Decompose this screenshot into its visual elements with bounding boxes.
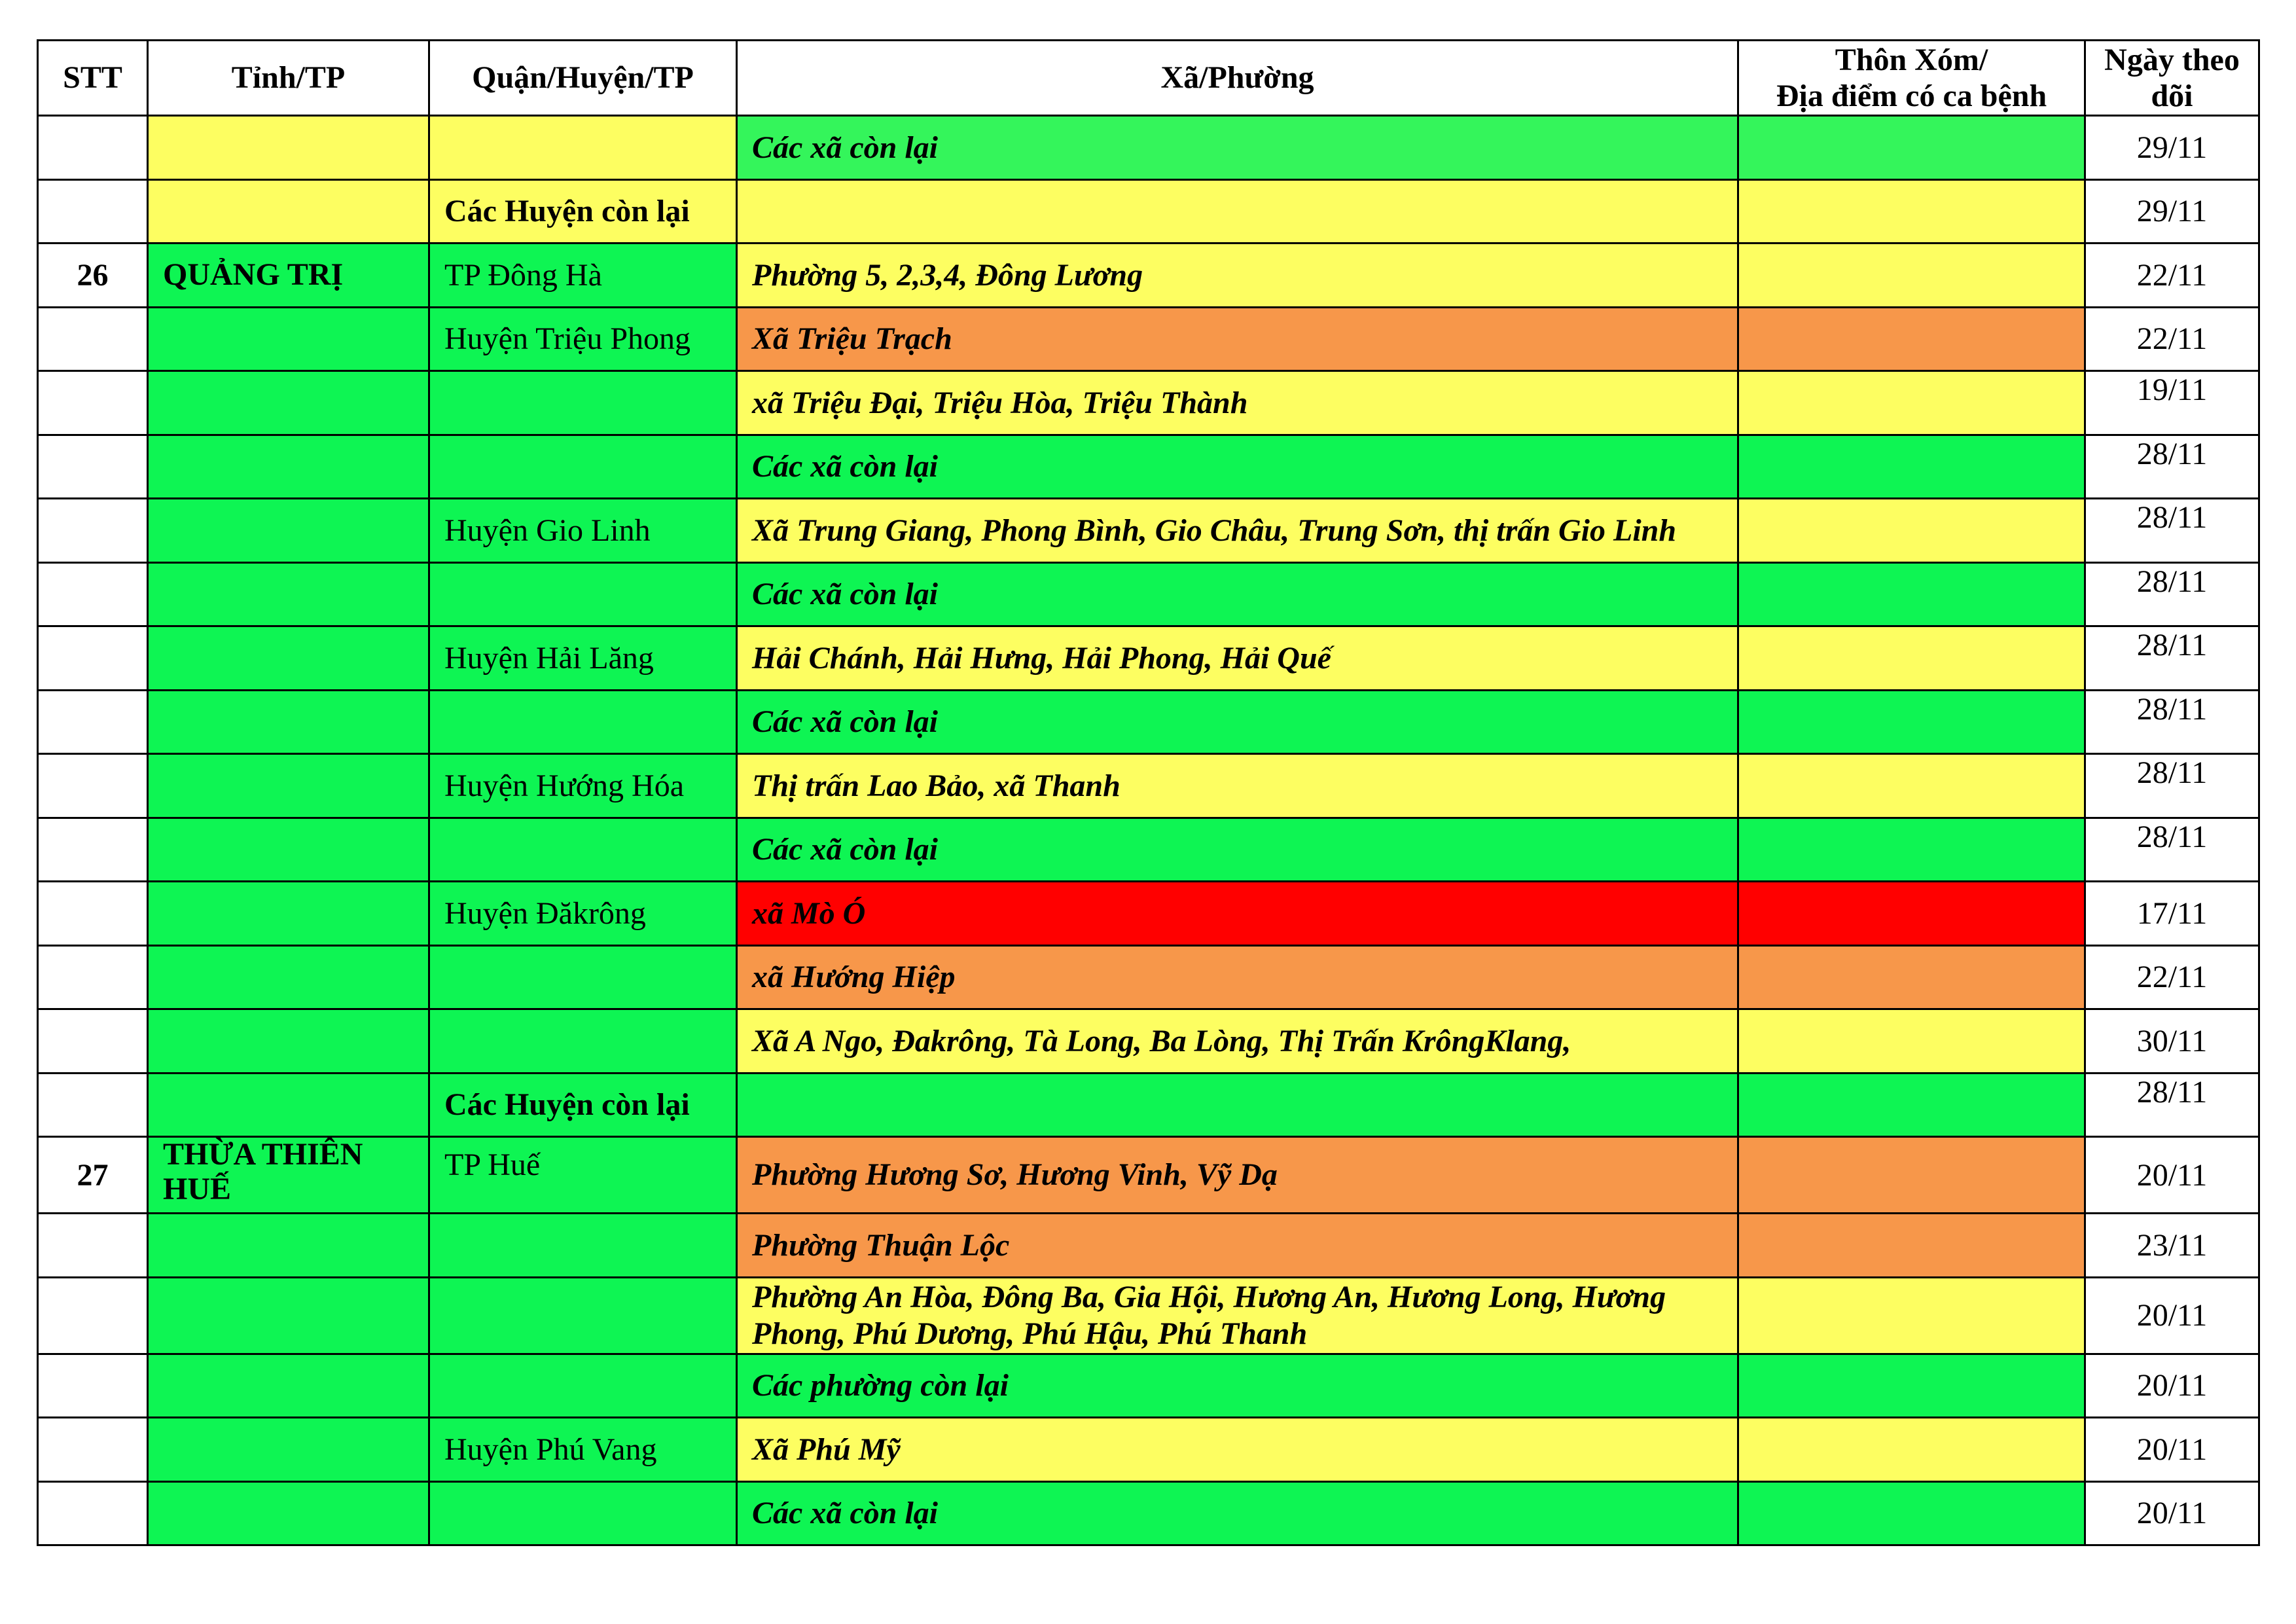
hamlet-cell <box>1738 371 2085 435</box>
district-cell <box>429 1009 737 1074</box>
hamlet-cell <box>1738 882 2085 946</box>
epidemic-zone-table <box>37 39 2260 1546</box>
commune-cell: Phường An Hòa, Đông Ba, Gia Hội, Hương An, Hương Long, Hương Phong, Phú Dương, Phú Hậu, Phú Thanh <box>737 1277 1738 1354</box>
hamlet-cell <box>1738 626 2085 691</box>
province-cell <box>148 1009 429 1074</box>
table-row <box>38 1214 2259 1278</box>
stt-cell <box>38 435 148 499</box>
table-row <box>38 818 2259 882</box>
province-cell: QUẢNG TRỊ <box>148 244 429 308</box>
table-row <box>38 1354 2259 1418</box>
date-cell: 22/11 <box>2085 307 2259 371</box>
commune-cell: Các xã còn lại <box>737 818 1738 882</box>
header-hamlet-line2: Địa điểm có ca bệnh <box>1776 79 2047 113</box>
date-cell: 29/11 <box>2085 179 2259 244</box>
header-hamlet-line1: Thôn Xóm/ <box>1835 42 1988 77</box>
stt-cell <box>38 882 148 946</box>
table-row <box>38 1418 2259 1482</box>
province-cell <box>148 116 429 180</box>
commune-cell <box>737 1073 1738 1137</box>
district-cell: Huyện Phú Vang <box>429 1418 737 1482</box>
commune-cell: Xã Trung Giang, Phong Bình, Gio Châu, Trung Sơn, thị trấn Gio Linh <box>737 499 1738 563</box>
province-cell: THỪA THIÊN HUẾ <box>148 1137 429 1214</box>
stt-cell <box>38 626 148 691</box>
hamlet-cell <box>1738 1137 2085 1214</box>
hamlet-cell <box>1738 116 2085 180</box>
header-stt: STT <box>38 41 148 116</box>
stt-cell <box>38 116 148 180</box>
date-cell: 22/11 <box>2085 945 2259 1009</box>
district-cell: Huyện Đăkrông <box>429 882 737 946</box>
header-row <box>38 41 2259 116</box>
province-cell <box>148 1418 429 1482</box>
commune-cell: Các phường còn lại <box>737 1354 1738 1418</box>
table-row <box>38 1481 2259 1545</box>
province-cell <box>148 754 429 818</box>
district-cell <box>429 945 737 1009</box>
province-cell <box>148 882 429 946</box>
table-row <box>38 690 2259 754</box>
district-cell: Huyện Hải Lăng <box>429 626 737 691</box>
commune-cell: Thị trấn Lao Bảo, xã Thanh <box>737 754 1738 818</box>
commune-cell: xã Mò Ó <box>737 882 1738 946</box>
table-row <box>38 1137 2259 1214</box>
date-cell: 28/11 <box>2085 435 2259 499</box>
province-cell <box>148 818 429 882</box>
table-row <box>38 1073 2259 1137</box>
district-cell: Huyện Triệu Phong <box>429 307 737 371</box>
commune-cell: Xã Triệu Trạch <box>737 307 1738 371</box>
commune-cell: Các xã còn lại <box>737 562 1738 626</box>
commune-cell: Các xã còn lại <box>737 116 1738 180</box>
stt-cell <box>38 1354 148 1418</box>
district-cell <box>429 116 737 180</box>
district-cell <box>429 1277 737 1354</box>
province-cell <box>148 1214 429 1278</box>
table-row <box>38 371 2259 435</box>
district-cell <box>429 562 737 626</box>
province-cell <box>148 371 429 435</box>
table-row <box>38 435 2259 499</box>
commune-cell: Phường 5, 2,3,4, Đông Lương <box>737 244 1738 308</box>
hamlet-cell <box>1738 754 2085 818</box>
commune-cell: Xã A Ngo, Đakrông, Tà Long, Ba Lòng, Thị Trấn KrôngKlang, <box>737 1009 1738 1074</box>
table-row <box>38 754 2259 818</box>
hamlet-cell <box>1738 307 2085 371</box>
stt-cell <box>38 754 148 818</box>
date-cell: 28/11 <box>2085 562 2259 626</box>
hamlet-cell <box>1738 818 2085 882</box>
province-cell <box>148 1481 429 1545</box>
district-cell: TP Huế <box>429 1137 737 1214</box>
stt-cell <box>38 499 148 563</box>
date-cell: 28/11 <box>2085 818 2259 882</box>
table-row <box>38 244 2259 308</box>
province-cell <box>148 1073 429 1137</box>
table-row <box>38 116 2259 180</box>
district-cell: Các Huyện còn lại <box>429 1073 737 1137</box>
hamlet-cell <box>1738 244 2085 308</box>
date-cell: 28/11 <box>2085 626 2259 691</box>
date-cell: 20/11 <box>2085 1354 2259 1418</box>
date-cell: 30/11 <box>2085 1009 2259 1074</box>
date-cell: 28/11 <box>2085 499 2259 563</box>
province-cell <box>148 945 429 1009</box>
header-commune: Xã/Phường <box>737 41 1738 116</box>
table-row <box>38 626 2259 691</box>
date-cell: 20/11 <box>2085 1137 2259 1214</box>
hamlet-cell <box>1738 562 2085 626</box>
date-cell: 20/11 <box>2085 1481 2259 1545</box>
hamlet-cell <box>1738 1214 2085 1278</box>
date-cell: 28/11 <box>2085 690 2259 754</box>
table-row <box>38 562 2259 626</box>
province-cell <box>148 307 429 371</box>
commune-cell: Các xã còn lại <box>737 1481 1738 1545</box>
table-row <box>38 1277 2259 1354</box>
district-cell <box>429 1481 737 1545</box>
stt-cell: 26 <box>38 244 148 308</box>
hamlet-cell <box>1738 690 2085 754</box>
province-cell <box>148 179 429 244</box>
commune-cell: xã Hướng Hiệp <box>737 945 1738 1009</box>
hamlet-cell <box>1738 1481 2085 1545</box>
district-cell <box>429 435 737 499</box>
header-hamlet <box>1738 41 2085 116</box>
province-cell <box>148 1354 429 1418</box>
district-cell: TP Đông Hà <box>429 244 737 308</box>
header-province: Tỉnh/TP <box>148 41 429 116</box>
province-cell <box>148 1277 429 1354</box>
hamlet-cell <box>1738 499 2085 563</box>
stt-cell <box>38 690 148 754</box>
date-cell: 28/11 <box>2085 1073 2259 1137</box>
stt-cell <box>38 1073 148 1137</box>
stt-cell <box>38 1277 148 1354</box>
date-cell: 22/11 <box>2085 244 2259 308</box>
commune-cell: Các xã còn lại <box>737 690 1738 754</box>
commune-cell: Phường Hương Sơ, Hương Vinh, Vỹ Dạ <box>737 1137 1738 1214</box>
province-cell <box>148 562 429 626</box>
hamlet-cell <box>1738 1277 2085 1354</box>
hamlet-cell <box>1738 179 2085 244</box>
table-row <box>38 1009 2259 1074</box>
commune-cell: xã Triệu Đại, Triệu Hòa, Triệu Thành <box>737 371 1738 435</box>
district-cell: Huyện Gio Linh <box>429 499 737 563</box>
date-cell: 28/11 <box>2085 754 2259 818</box>
stt-cell <box>38 1009 148 1074</box>
date-cell: 20/11 <box>2085 1277 2259 1354</box>
province-cell <box>148 626 429 691</box>
district-cell: Huyện Hướng Hóa <box>429 754 737 818</box>
header-date-line1: Ngày theo <box>2104 42 2240 77</box>
province-cell <box>148 690 429 754</box>
hamlet-cell <box>1738 1009 2085 1074</box>
stt-cell <box>38 1481 148 1545</box>
district-cell <box>429 371 737 435</box>
stt-cell <box>38 179 148 244</box>
district-cell <box>429 818 737 882</box>
commune-cell: Xã Phú Mỹ <box>737 1418 1738 1482</box>
header-district: Quận/Huyện/TP <box>429 41 737 116</box>
stt-cell <box>38 945 148 1009</box>
date-cell: 17/11 <box>2085 882 2259 946</box>
district-cell <box>429 690 737 754</box>
hamlet-cell <box>1738 945 2085 1009</box>
stt-cell <box>38 1418 148 1482</box>
stt-cell: 27 <box>38 1137 148 1214</box>
district-cell <box>429 1354 737 1418</box>
table-row <box>38 945 2259 1009</box>
stt-cell <box>38 562 148 626</box>
header-date-line2: dõi <box>2151 79 2193 113</box>
stt-cell <box>38 307 148 371</box>
date-cell: 20/11 <box>2085 1418 2259 1482</box>
district-cell: Các Huyện còn lại <box>429 179 737 244</box>
commune-cell <box>737 179 1738 244</box>
province-cell <box>148 435 429 499</box>
date-cell: 23/11 <box>2085 1214 2259 1278</box>
table-row <box>38 882 2259 946</box>
date-cell: 19/11 <box>2085 371 2259 435</box>
table-row <box>38 499 2259 563</box>
hamlet-cell <box>1738 1354 2085 1418</box>
hamlet-cell <box>1738 1418 2085 1482</box>
commune-cell: Hải Chánh, Hải Hưng, Hải Phong, Hải Quế <box>737 626 1738 691</box>
header-date <box>2085 41 2259 116</box>
stt-cell <box>38 1214 148 1278</box>
commune-cell: Phường Thuận Lộc <box>737 1214 1738 1278</box>
hamlet-cell <box>1738 1073 2085 1137</box>
stt-cell <box>38 371 148 435</box>
district-cell <box>429 1214 737 1278</box>
stt-cell <box>38 818 148 882</box>
date-cell: 29/11 <box>2085 116 2259 180</box>
hamlet-cell <box>1738 435 2085 499</box>
table-row <box>38 307 2259 371</box>
table-row <box>38 179 2259 244</box>
province-cell <box>148 499 429 563</box>
commune-cell: Các xã còn lại <box>737 435 1738 499</box>
